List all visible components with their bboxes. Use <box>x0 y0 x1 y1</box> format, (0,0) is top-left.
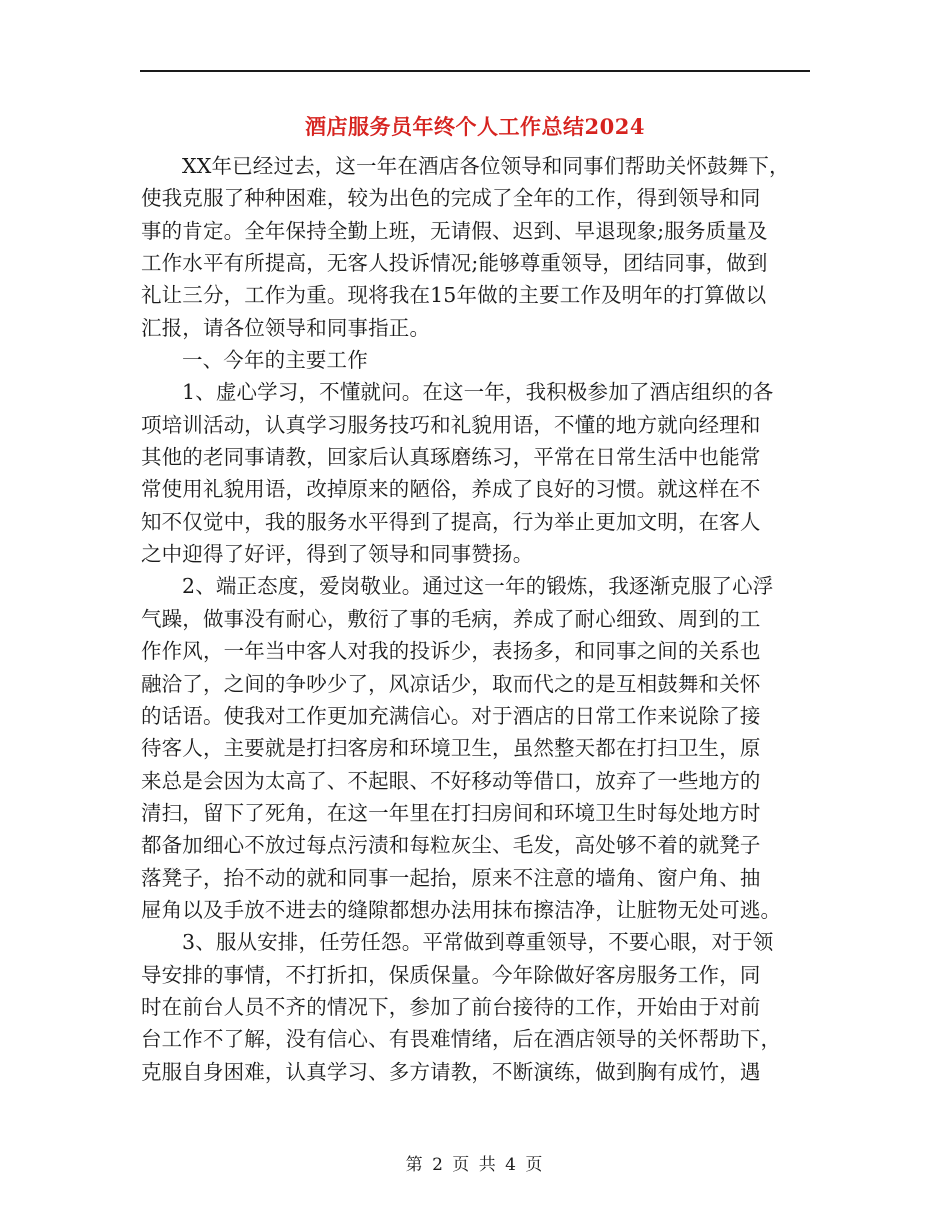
page-number: 第 2 页 共 4 页 <box>405 1155 545 1175</box>
body-line: 汇报，请各位领导和同事指正。 <box>141 315 431 340</box>
body-line: 导安排的事情，不打折扣，保质保量。今年除做好客房服务工作，同 <box>141 962 761 987</box>
document-body <box>141 150 813 1088</box>
document-title: 酒店服务员年终个人工作总结2024 <box>305 114 645 139</box>
header-rule <box>140 70 810 72</box>
body-line: 其他的老同事请教，回家后认真琢磨练习，平常在日常生活中也能常 <box>141 445 761 470</box>
body-line: 融洽了，之间的争吵少了，风凉话少，取而代之的是互相鼓舞和关怀 <box>141 671 761 696</box>
body-line: 项培训活动，认真学习服务技巧和礼貌用语，不懂的地方就向经理和 <box>141 412 761 437</box>
section-heading: 一、今年的主要工作 <box>182 348 368 373</box>
body-line: 气躁，做事没有耐心，敷衍了事的毛病，养成了耐心细致、周到的工 <box>141 606 761 631</box>
body-line: 使我克服了种种困难，较为出色的完成了全年的工作，得到领导和同 <box>141 186 761 211</box>
body-line: 礼让三分，工作为重。现将我在15年做的主要工作及明年的打算做以 <box>141 283 767 308</box>
body-line: 工作水平有所提高，无客人投诉情况;能够尊重领导，团结同事，做到 <box>141 251 768 276</box>
body-line: 的话语。使我对工作更加充满信心。对于酒店的日常工作来说除了接 <box>141 703 761 728</box>
body-line: 屉角以及手放不进去的缝隙都想办法用抹布擦洁净，让脏物无处可逃。 <box>141 897 782 922</box>
body-line: 知不仅觉中，我的服务水平得到了提高，行为举止更加文明，在客人 <box>141 509 761 534</box>
body-line: 2、端正态度，爱岗敬业。通过这一年的锻炼，我逐渐克服了心浮 <box>182 574 774 599</box>
body-line: 落凳子，抬不动的就和同事一起抬，原来不注意的墙角、窗户角、抽 <box>141 865 761 890</box>
body-line: 事的肯定。全年保持全勤上班，无请假、迟到、早退现象;服务质量及 <box>141 218 768 243</box>
body-line: 常使用礼貌用语，改掉原来的陋俗，养成了良好的习惯。就这样在不 <box>141 477 761 502</box>
body-line: 1、虚心学习，不懂就问。在这一年，我积极参加了酒店组织的各 <box>182 380 774 405</box>
body-line: 台工作不了解，没有信心、有畏难情绪，后在酒店领导的关怀帮助下， <box>141 1027 782 1052</box>
body-line: 都备加细心不放过每点污渍和每粒灰尘、毛发，高处够不着的就凳子 <box>141 833 761 858</box>
body-line: 克服自身困难，认真学习、多方请教，不断演练，做到胸有成竹，遇 <box>141 1059 761 1084</box>
body-line: 清扫，留下了死角，在这一年里在打扫房间和环境卫生时每处地方时 <box>141 800 761 825</box>
body-line: 作作风，一年当中客人对我的投诉少，表扬多，和同事之间的关系也 <box>141 639 761 664</box>
body-line: 时在前台人员不齐的情况下，参加了前台接待的工作，开始由于对前 <box>141 994 761 1019</box>
body-line: 3、服从安排，任劳任怨。平常做到尊重领导，不要心眼，对于领 <box>182 930 774 955</box>
body-line: 之中迎得了好评，得到了领导和同事赞扬。 <box>141 542 534 567</box>
body-line: 来总是会因为太高了、不起眼、不好移动等借口，放弃了一些地方的 <box>141 768 761 793</box>
body-line: 待客人，主要就是打扫客房和环境卫生，虽然整天都在打扫卫生，原 <box>141 736 761 761</box>
body-line: XX年已经过去，这一年在酒店各位领导和同事们帮助关怀鼓舞下， <box>182 154 790 178</box>
